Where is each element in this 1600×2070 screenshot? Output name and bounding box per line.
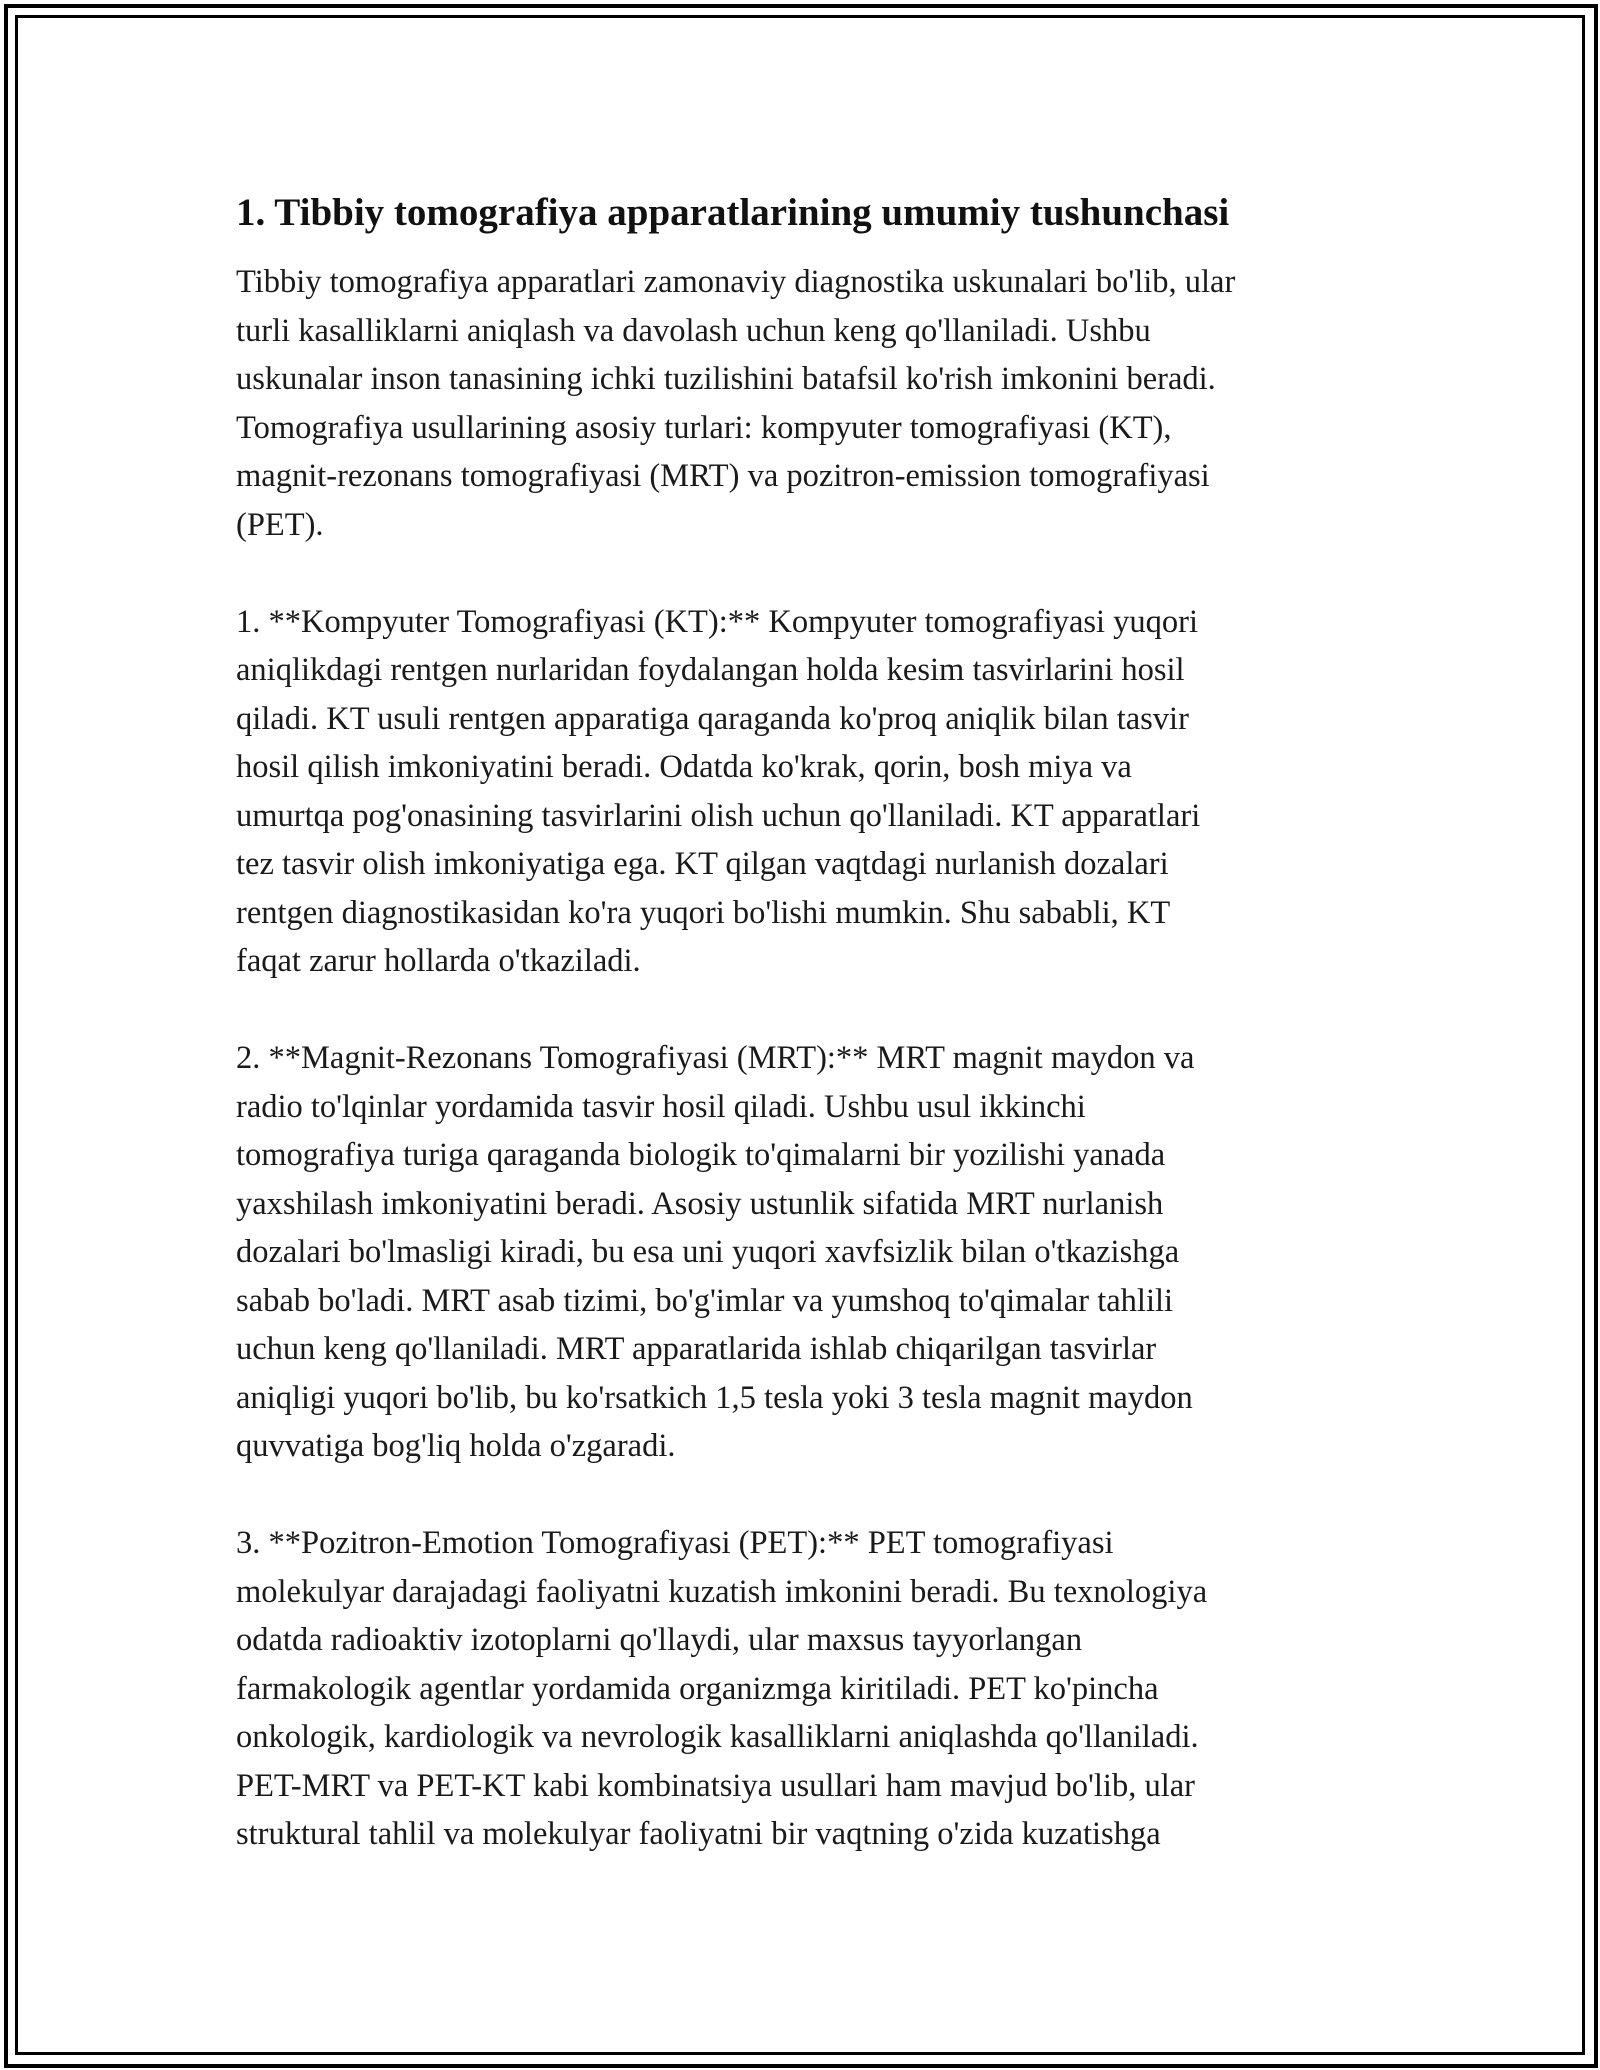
text-line: Tomografiya usullarining asosiy turlari: kompyuter tomografiyasi (KT), xyxy=(236,409,1172,446)
text-line: onkologik, kardiologik va nevrologik kasalliklarni aniqlashda qo'llaniladi. xyxy=(236,1719,1199,1755)
pet-paragraph xyxy=(236,1519,1386,1859)
paragraph-list xyxy=(236,258,1386,1859)
text-line: radio to'lqinlar yordamida tasvir hosil qiladi. Ushbu usul ikkinchi xyxy=(236,1088,1086,1125)
text-line: odatda radioaktiv izotoplarni qo'llaydi, ular maxsus tayyorlangan xyxy=(236,1622,1083,1658)
text-line: uskunalar inson tanasining ichki tuzilishini batafsil ko'rish imkonini beradi. xyxy=(236,361,1216,397)
text-line: farmakologik agentlar yordamida organizmga kiritiladi. PET ko'pincha xyxy=(236,1670,1159,1707)
text-line: tez tasvir olish imkoniyatiga ega. KT qilgan vaqtdagi nurlanish dozalari xyxy=(236,846,1169,882)
text-line: qiladi. KT usuli rentgen apparatiga qaraganda ko'proq aniqlik bilan tasvir xyxy=(236,700,1189,737)
intro-paragraph xyxy=(236,258,1386,549)
text-line: aniqligi yuqori bo'lib, bu ko'rsatkich 1,5 tesla yoki 3 tesla magnit maydon xyxy=(236,1379,1193,1416)
text-line: magnit-rezonans tomografiyasi (MRT) va pozitron-emission tomografiyasi xyxy=(236,458,1210,494)
text-line: faqat zarur hollarda o'tkaziladi. xyxy=(236,943,641,979)
text-line: rentgen diagnostikasidan ko'ra yuqori bo'lishi mumkin. Shu sababli, KT xyxy=(236,894,1171,931)
text-line: molekulyar darajadagi faoliyatni kuzatish imkonini beradi. Bu texnologiya xyxy=(236,1573,1208,1610)
text-line: sabab bo'ladi. MRT asab tizimi, bo'g'imlar va yumshoq to'qimalar tahlili xyxy=(236,1282,1174,1319)
text-line: umurtqa pog'onasining tasvirlarini olish uchun qo'llaniladi. KT apparatlari xyxy=(236,797,1201,834)
text-line: hosil qilish imkoniyatini beradi. Odatda ko'krak, qorin, bosh miya va xyxy=(236,749,1132,785)
document-body xyxy=(236,188,1386,1907)
text-line: quvvatiga bog'liq holda o'zgaradi. xyxy=(236,1428,676,1464)
text-line: uchun keng qo'llaniladi. MRT apparatlarida ishlab chiqarilgan tasvirlar xyxy=(236,1331,1157,1367)
mrt-paragraph xyxy=(236,1034,1386,1471)
kt-paragraph xyxy=(236,598,1386,986)
text-line: PET-MRT va PET-KT kabi kombinatsiya usullari ham mavjud bo'lib, ular xyxy=(236,1767,1195,1804)
text-line: dozalari bo'lmasligi kiradi, bu esa uni yuqori xavfsizlik bilan o'tkazishga xyxy=(236,1234,1180,1270)
text-line: 2. **Magnit-Rezonans Tomografiyasi (MRT):** MRT magnit maydon va xyxy=(236,1040,1195,1076)
text-line: turli kasalliklarni aniqlash va davolash uchun keng qo'llaniladi. Ushbu xyxy=(236,312,1151,349)
text-line: 3. **Pozitron-Emotion Tomografiyasi (PET):** PET tomografiyasi xyxy=(236,1525,1114,1561)
text-line: (PET). xyxy=(236,506,324,543)
text-line: aniqlikdagi rentgen nurlaridan foydalangan holda kesim tasvirlarini hosil xyxy=(236,652,1185,688)
section-title: 1. Tibbiy tomografiya apparatlarining umumiy tushunchasi xyxy=(236,191,1230,234)
text-line: 1. **Kompyuter Tomografiyasi (KT):** Kompyuter tomografiyasi yuqori xyxy=(236,603,1199,640)
text-line: tomografiya turiga qaraganda biologik to'qimalarni bir yozilishi yanada xyxy=(236,1137,1166,1173)
text-line: yaxshilash imkoniyatini beradi. Asosiy ustunlik sifatida MRT nurlanish xyxy=(236,1185,1164,1222)
text-line: struktural tahlil va molekulyar faoliyatni bir vaqtning o'zida kuzatishga xyxy=(236,1816,1161,1852)
text-line: Tibbiy tomografiya apparatlari zamonaviy diagnostika uskunalari bo'lib, ular xyxy=(236,264,1236,300)
